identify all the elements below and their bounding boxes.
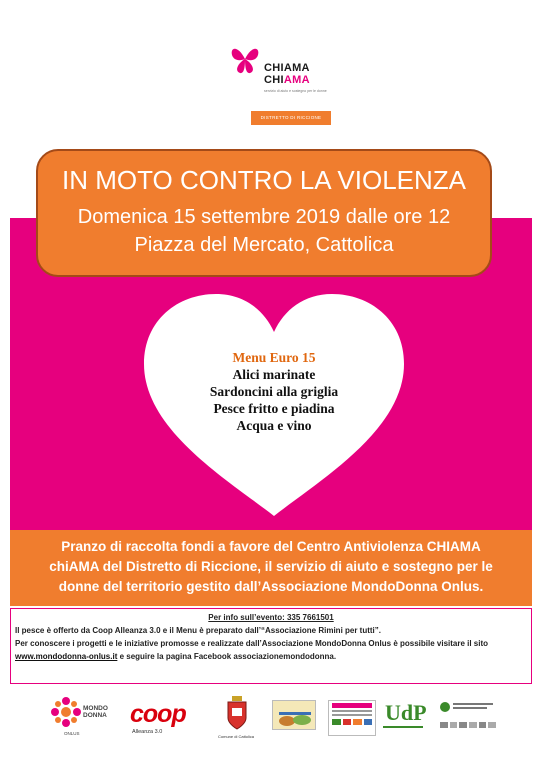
info-box [10, 608, 532, 684]
mondodonna-logo-icon [50, 696, 82, 728]
fundraising-banner [10, 530, 532, 606]
udp-logo: UdP [385, 700, 427, 725]
info-line: www.mondodonna-onlus.it e seguire la pagina Facebook associazionemondodonna. [15, 652, 337, 661]
onlus-label: ONLUS [64, 731, 80, 736]
district-label: DISTRETTO DI RICCIONE [251, 111, 331, 125]
event-place: Piazza del Mercato, Cattolica [134, 234, 394, 256]
logo-line1: CHIAMA [264, 62, 310, 74]
logo-wordmark [264, 62, 310, 86]
coop-logo: coop [130, 700, 186, 728]
event-title: IN MOTO CONTRO LA VIOLENZA [61, 165, 467, 195]
contact-info: Per info sull’evento: 335 7661501 [208, 613, 334, 622]
regional-institutions-logo [440, 700, 496, 736]
menu-item: Acqua e vino [236, 418, 312, 433]
banner-line: Pranzo di raccolta fondi a favore del Centro Antiviolenza CHIAMA [61, 539, 481, 554]
banner-line: chiAMA del Distretto di Riccione, il servizio di aiuto e sostegno per le [49, 559, 493, 574]
menu-title: Menu Euro 15 [232, 350, 316, 365]
sponsor-logos [0, 690, 543, 750]
banner-line: donne del territorio gestito dall’Associazione MondoDonna Onlus. [58, 579, 484, 594]
district-institutional-logo [328, 700, 376, 736]
logo-tagline: servizio di aiuto e sostegno per le donne [264, 89, 327, 93]
menu-item: Sardoncini alla griglia [209, 384, 339, 399]
menu-item: Alici marinate [232, 367, 316, 382]
menu-item: Pesce fritto e piadina [213, 401, 335, 416]
food-illustration-icon [277, 711, 313, 727]
info-line: Per conoscere i progetti e le iniziative promosse e realizzate dall’Associazione MondoDonna Onlus è possibile visitare il sito [15, 639, 489, 648]
logo-line2: CHIAMA [264, 74, 310, 86]
cattolica-crest-icon [226, 696, 248, 730]
butterfly-icon [228, 43, 262, 75]
cattolica-label: Comune di Cattolica [218, 734, 255, 739]
udp-underline [383, 726, 423, 728]
headline-box [36, 149, 492, 277]
info-line: Il pesce è offerto da Coop Alleanza 3.0 e il Menu è preparato dall’“Associazione Rimini per tutti”. [15, 626, 382, 635]
chiama-chiama-logo [0, 38, 543, 133]
event-date: Domenica 15 settembre 2019 dalle ore 12 [77, 206, 451, 228]
rimini-per-tutti-logo [272, 700, 316, 730]
menu-block [138, 349, 410, 434]
mondodonna-name: MONDO DONNA [83, 705, 108, 719]
coop-subtitle: Alleanza 3.0 [132, 729, 163, 735]
website-link[interactable]: www.mondodonna-onlus.it [15, 652, 118, 661]
